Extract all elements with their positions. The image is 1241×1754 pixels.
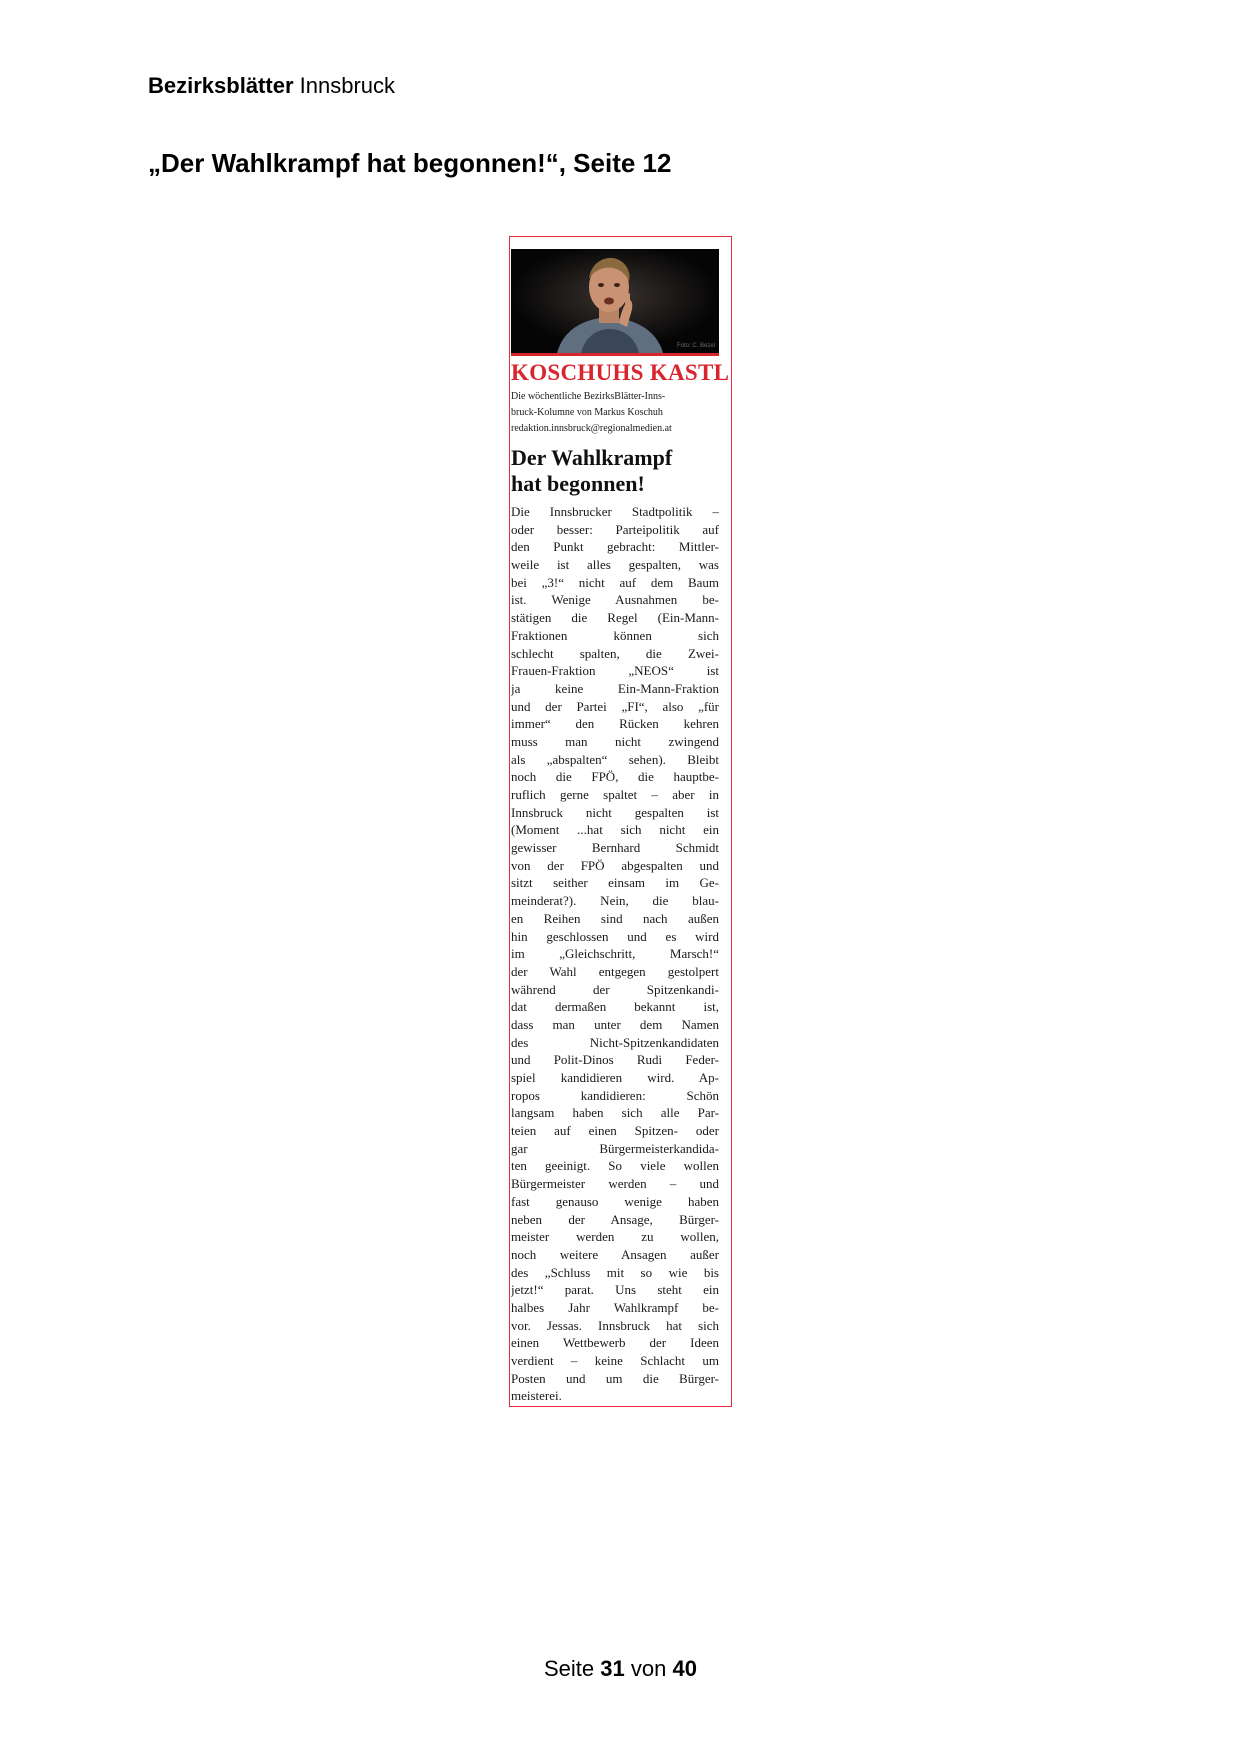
article-body-line: Die Innsbrucker Stadtpolitik – [511,504,719,519]
article-body-line: sitzt seither einsam im Ge- [511,875,719,891]
photo-divider-rule [511,353,719,356]
article-body-line: noch die FPÖ, die hauptbe- [511,769,719,785]
article-body-line: des Nicht-Spitzenkandidaten [511,1034,719,1050]
article-body-line: und der Partei „FI“, also „für [511,698,719,714]
article-body-line: spiel kandidieren wird. Ap- [511,1070,719,1085]
article-body-line: Bürgermeister werden – und [511,1176,719,1192]
article-body-line: während der Spitzenkandi- [511,981,719,997]
article-body-line: ruflich gerne spaltet – aber in [511,787,719,802]
article-body-line: meisterei. [511,1388,562,1404]
article-body-line: im „Gleichschritt, Marsch!“ [511,946,719,962]
article-body-line: teien auf einen Spitzen- oder [511,1123,719,1139]
article-body-line: weile ist alles gespalten, was [511,557,719,573]
article-body-line: immer“ den Rücken kehren [511,716,719,732]
article-body-line: fast genauso wenige haben [511,1193,719,1209]
article-body-line: muss man nicht zwingend [511,733,719,749]
article-body-line: und Polit-Dinos Rudi Feder- [511,1052,719,1068]
photo-credit: Foto: C. Bezel [676,343,715,349]
article-body-line: oder besser: Parteipolitik auf [511,521,719,537]
page-number-footer [0,1655,1241,1683]
columnist-photo [511,249,719,353]
column-description [511,389,719,437]
article-body-line: halbes Jahr Wahlkrampf be- [511,1299,719,1315]
article-body-line: als „abspalten“ sehen). Bleibt [511,751,719,767]
article-body-line: bei „3!“ nicht auf dem Baum [511,574,719,590]
article-body-line: jetzt!“ parat. Uns steht ein [511,1282,719,1298]
column-description-line: bruck-Kolumne von Markus Koschuh [511,407,663,418]
article-body-line: verdient – keine Schlacht um [511,1353,719,1368]
article-body-line: vor. Jessas. Innsbruck hat sich [511,1317,719,1333]
article-body-line: langsam haben sich alle Par- [511,1105,719,1121]
publication-name: Bezirksblätter [148,73,294,98]
article-body-line: Frauen-Fraktion „NEOS“ ist [511,663,719,679]
article-body [511,503,719,1405]
article-reference-title: „Der Wahlkrampf hat begonnen!“, Seite 12 [148,148,672,178]
newspaper-clipping [509,236,732,1407]
article-body-line: noch weitere Ansagen außer [511,1246,719,1262]
headline-line: Der Wahlkrampf [511,445,673,470]
article-body-line: stätigen die Regel (Ein-Mann- [511,610,719,626]
column-description-line: Die wöchentliche BezirksBlätter-Inns- [511,391,666,402]
article-body-line: ist. Wenige Ausnahmen be- [511,592,719,608]
article-body-line: Posten und um die Bürger- [511,1370,719,1386]
article-body-line: dass man unter dem Namen [511,1016,719,1032]
article-body-line: (Moment ...hat sich nicht ein [511,822,719,838]
article-body-line: neben der Ansage, Bürger- [511,1211,719,1227]
publication-edition: Innsbruck [299,73,396,98]
article-body-line: schlecht spalten, die Zwei- [511,645,719,661]
article-body-line: meinderat?). Nein, die blau- [511,893,719,909]
publication-header [148,72,395,100]
article-body-line: gar Bürgermeisterkandida- [511,1140,719,1156]
article-body-line: der Wahl entgegen gestolpert [511,963,719,979]
total-pages: 40 [672,1656,697,1681]
article-body-line: gewisser Bernhard Schmidt [511,840,719,856]
article-headline [511,445,723,497]
article-body-line: von der FPÖ abgespalten und [511,857,719,873]
article-body-line: des „Schluss mit so wie bis [511,1264,719,1280]
article-body-line: ten geeinigt. So viele wollen [511,1158,719,1174]
columnist-photo-illustration [511,249,719,353]
article-body-line: ropos kandidieren: Schön [511,1087,719,1103]
article-body-line: en Reihen sind nach außen [511,910,719,926]
headline-line: hat begonnen! [511,471,645,496]
column-email: redaktion.innsbruck@regionalmedien.at [511,423,672,434]
column-title: KOSCHUHS KASTL [511,360,730,385]
current-page: 31 [600,1656,625,1681]
article-body-line: den Punkt gebracht: Mittler- [511,539,719,555]
article-body-line: Innsbruck nicht gespalten ist [511,804,719,820]
article-body-line: dat dermaßen bekannt ist, [511,999,719,1015]
page-separator: von [630,1656,667,1681]
article-body-line: hin geschlossen und es wird [511,928,719,944]
article-body-line: ja keine Ein-Mann-Fraktion [511,680,719,696]
page-label: Seite [544,1656,595,1681]
article-body-line: einen Wettbewerb der Ideen [511,1335,719,1351]
article-body-line: Fraktionen können sich [511,627,719,643]
article-body-line: meister werden zu wollen, [511,1229,719,1245]
